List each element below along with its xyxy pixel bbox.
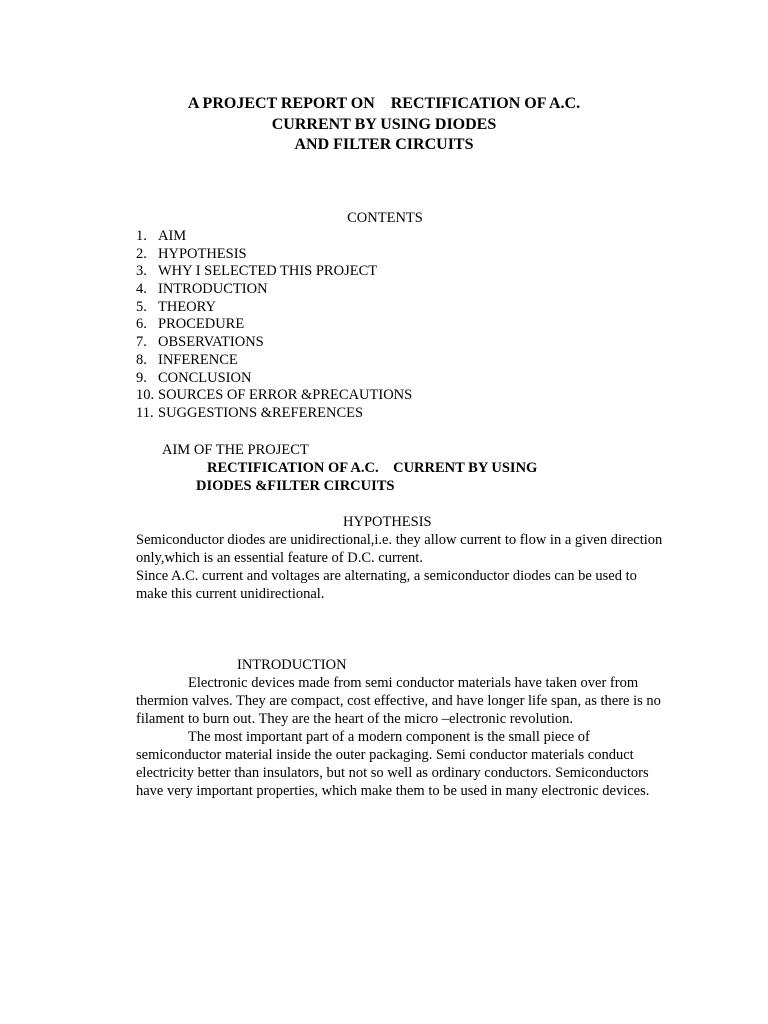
contents-item-label: SUGGESTIONS &REFERENCES bbox=[158, 404, 364, 421]
contents-item bbox=[136, 298, 412, 316]
contents-item-label: PROCEDURE bbox=[158, 316, 245, 333]
aim-statement-line: RECTIFICATION OF A.C. CURRENT BY USING bbox=[207, 460, 538, 476]
contents-item bbox=[136, 404, 412, 422]
contents-item-number: 6. bbox=[136, 316, 147, 333]
contents-item-label: WHY I SELECTED THIS PROJECT bbox=[158, 263, 378, 280]
contents-item bbox=[136, 333, 412, 351]
contents-list bbox=[136, 227, 412, 422]
contents-item bbox=[136, 227, 412, 245]
contents-item bbox=[136, 262, 412, 280]
hypothesis-paragraph: Since A.C. current and voltages are alternating, a semiconductor diodes can be used to make this current unidirectional. bbox=[136, 568, 637, 602]
introduction-paragraph: The most important part of a modern component is the small piece of semiconductor material inside the outer packaging. Semi conductor materials conduct electricity better than insulators, but not so well as ordinary conductors. Semiconductors have very important properties, which make them to be used in many electronic devices. bbox=[136, 729, 650, 799]
contents-item-number: 3. bbox=[136, 263, 147, 280]
introduction-body bbox=[136, 674, 661, 800]
contents-item-number: 8. bbox=[136, 351, 147, 368]
contents-item bbox=[136, 245, 412, 263]
hypothesis-heading: HYPOTHESIS bbox=[343, 514, 432, 530]
contents-item bbox=[136, 315, 412, 333]
contents-item bbox=[136, 369, 412, 387]
hypothesis-paragraph: Semiconductor diodes are unidirectional,i.e. they allow current to flow in a given direction only,which is an essential feature of D.C. current. bbox=[136, 532, 663, 566]
contents-item-label: HYPOTHESIS bbox=[158, 245, 247, 262]
contents-item-number: 2. bbox=[136, 245, 147, 262]
contents-item-label: INFERENCE bbox=[158, 351, 238, 368]
report-title bbox=[0, 94, 768, 156]
contents-item bbox=[136, 386, 412, 404]
title-line: A PROJECT REPORT ON RECTIFICATION OF A.C. bbox=[187, 95, 581, 112]
aim-statement-line: DIODES &FILTER CIRCUITS bbox=[196, 478, 395, 494]
contents-item-label: INTRODUCTION bbox=[158, 281, 268, 298]
contents-item-number: 4. bbox=[136, 281, 147, 298]
contents-item-label: CONCLUSION bbox=[158, 369, 252, 386]
contents-heading: CONTENTS bbox=[347, 210, 423, 226]
contents-item-number: 9. bbox=[136, 369, 147, 386]
contents-item bbox=[136, 351, 412, 369]
contents-item-number: 1. bbox=[136, 228, 147, 244]
contents-item-number: 11. bbox=[136, 404, 154, 421]
contents-item-number: 10. bbox=[136, 387, 155, 404]
title-line: CURRENT BY USING DIODES bbox=[271, 115, 497, 133]
contents-item-label: THEORY bbox=[158, 298, 216, 315]
contents-item-label: SOURCES OF ERROR &PRECAUTIONS bbox=[158, 387, 413, 404]
aim-heading: AIM OF THE PROJECT bbox=[162, 442, 309, 458]
contents-item-number: 5. bbox=[136, 298, 147, 315]
introduction-heading: INTRODUCTION bbox=[237, 657, 347, 673]
contents-item-label: OBSERVATIONS bbox=[158, 334, 264, 351]
contents-item-number: 7. bbox=[136, 334, 147, 351]
introduction-paragraph: Electronic devices made from semi conductor materials have taken over from thermion valves. They are compact, cost effective, and have longer life span, as there is no filament to burn out. They are the heart of the micro –electronic revolution. bbox=[136, 675, 661, 727]
contents-item-label: AIM bbox=[158, 228, 187, 244]
title-line: AND FILTER CIRCUITS bbox=[294, 136, 474, 153]
contents-item bbox=[136, 280, 412, 298]
hypothesis-body bbox=[136, 531, 666, 603]
